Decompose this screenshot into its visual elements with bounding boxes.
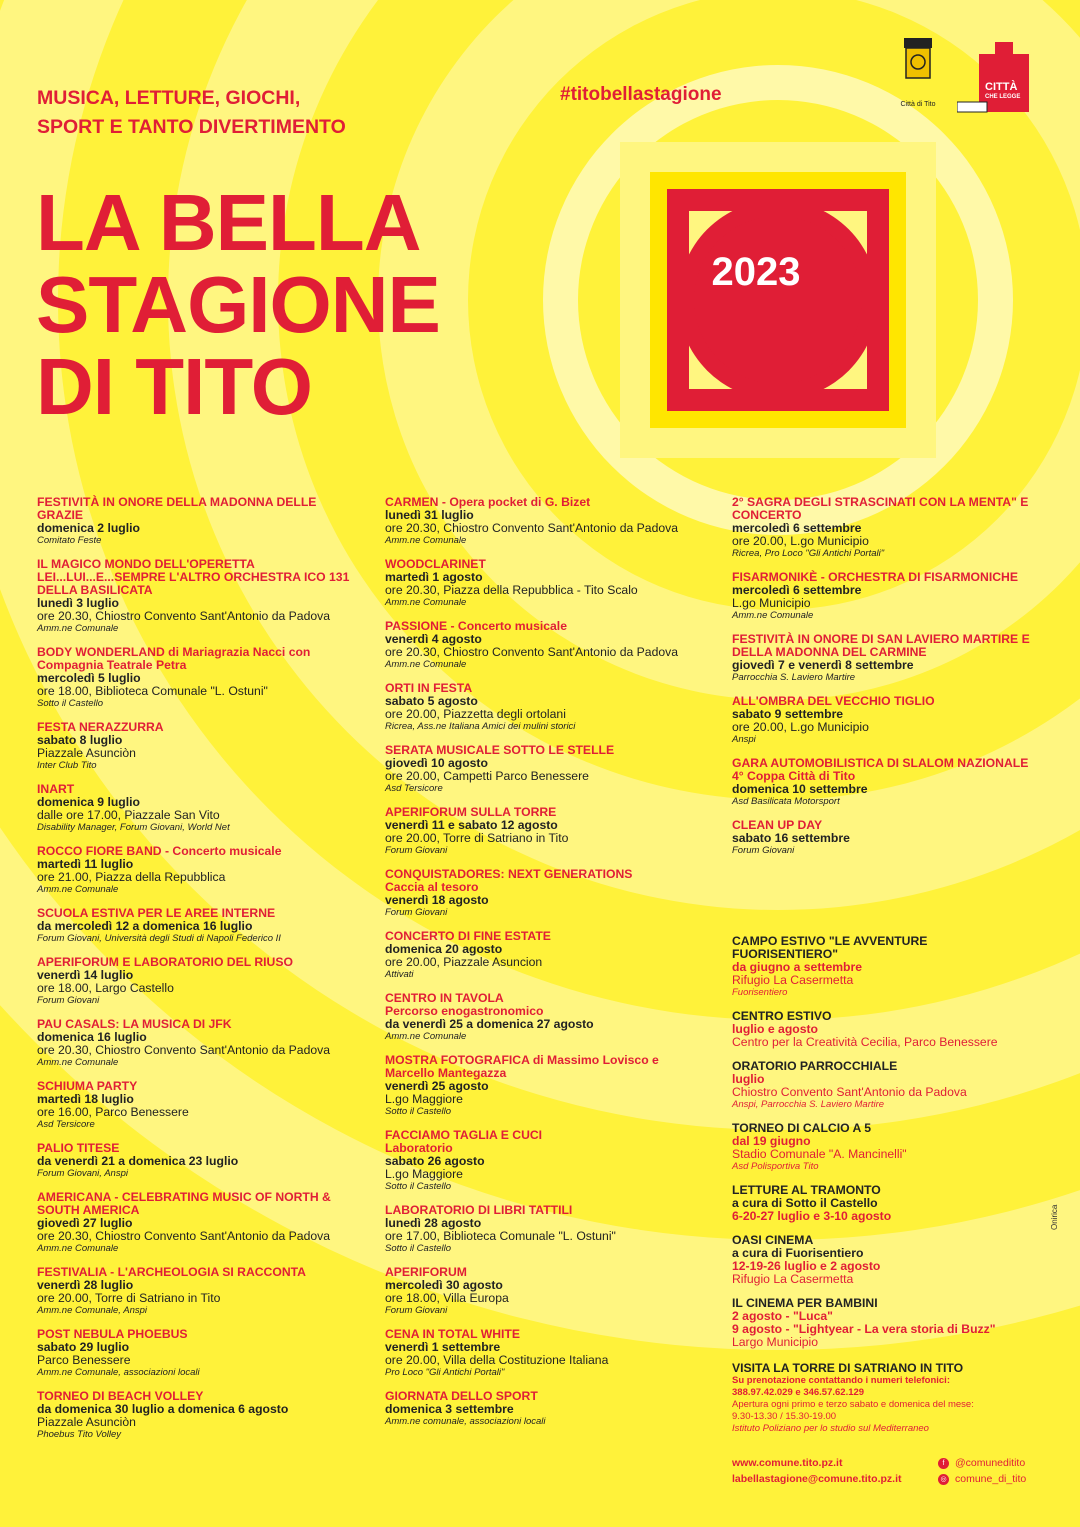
event-title-main: CENA IN TOTAL WHITE — [385, 1327, 520, 1341]
event-item — [37, 907, 357, 945]
season-place: Chiostro Convento Sant'Antonio da Padova — [732, 1085, 967, 1099]
event-date: lunedì 3 luglio — [37, 596, 119, 610]
title-line1: LA BELLA — [36, 178, 421, 267]
visit-tower — [732, 1362, 1032, 1435]
citta-che-legge-icon — [957, 36, 1037, 118]
event-organizer: Amm.ne comunale, associazioni locali — [385, 1416, 546, 1427]
event-place: ore 20.30, Chiostro Convento Sant'Antonio da Padova — [385, 521, 678, 535]
visit-line1: Su prenotazione contattando i numeri telefonici: — [732, 1375, 950, 1386]
event-place: ore 20.00, Torre di Satriano in Tito — [385, 831, 569, 845]
season-item — [732, 1234, 1032, 1286]
event-organizer: Sotto il Castello — [385, 1106, 452, 1117]
event-date: da venerdì 25 a domenica 27 agosto — [385, 1017, 594, 1031]
event-title-main: FESTA NERAZZURRA — [37, 720, 164, 734]
visit-title: VISITA LA TORRE DI SATRIANO IN TITO — [732, 1361, 964, 1375]
season-item — [732, 1122, 1032, 1173]
event-item — [37, 1266, 357, 1317]
event-item — [385, 930, 705, 981]
event-item — [37, 1018, 357, 1069]
event-title-main: AMERICANA - CELEBRATING MUSIC OF NORTH & SOUTH AMERICA — [37, 1190, 331, 1217]
season-place: Stadio Comunale "A. Mancinelli" — [732, 1147, 907, 1161]
event-place: ore 20.30, Chiostro Convento Sant'Antonio da Padova — [37, 609, 330, 623]
event-place: ore 20.00, Torre di Satriano in Tito — [37, 1291, 221, 1305]
visit-phones: 388.97.42.029 e 346.57.62.129 — [732, 1387, 865, 1398]
season-title: TORNEO DI CALCIO A 5 — [732, 1121, 872, 1135]
event-date: sabato 16 settembre — [732, 831, 850, 845]
event-item — [37, 646, 357, 710]
event-date: da venerdì 21 a domenica 23 luglio — [37, 1154, 239, 1168]
event-title-main: GARA AUTOMOBILISTICA DI SLALOM NAZIONALE — [732, 756, 1029, 770]
season-place: Centro per la Creatività Cecilia, Parco Benessere — [732, 1035, 998, 1049]
event-title — [385, 1129, 705, 1155]
event-organizer: Forum Giovani — [385, 1305, 448, 1316]
event-item — [37, 956, 357, 1007]
season-title: CAMPO ESTIVO "LE AVVENTURE FUORISENTIERO" — [732, 934, 928, 961]
event-organizer: Inter Club Tito — [37, 760, 97, 771]
event-place: ore 18.00, Biblioteca Comunale "L. Ostuni" — [37, 684, 268, 698]
event-title-main: FISARMONIKÈ - ORCHESTRA DI FISARMONICHE — [732, 570, 1018, 584]
event-title-main: CONCERTO DI FINE ESTATE — [385, 929, 551, 943]
event-title-extra: - Concerto musicale — [161, 844, 282, 858]
event-date: da domenica 30 luglio a domenica 6 agosto — [37, 1402, 289, 1416]
event-item — [385, 1054, 705, 1118]
event-title-main: ROCCO FIORE BAND — [37, 844, 162, 858]
event-title — [37, 496, 357, 522]
season-title: OASI CINEMA — [732, 1233, 814, 1247]
event-place: ore 21.00, Piazza della Repubblica — [37, 870, 226, 884]
event-item — [385, 1390, 705, 1428]
event-item — [37, 1080, 357, 1131]
event-date: sabato 5 agosto — [385, 694, 478, 708]
event-organizer: Comitato Feste — [37, 535, 102, 546]
event-item — [385, 620, 705, 671]
season-item — [732, 1010, 1032, 1049]
event-date: giovedì 10 agosto — [385, 756, 488, 770]
event-date: venerdì 1 settembre — [385, 1340, 501, 1354]
facebook-link[interactable] — [938, 1455, 1026, 1471]
event-organizer: Amm.ne Comunale — [732, 610, 814, 621]
event-organizer: Amm.ne Comunale — [385, 535, 467, 546]
coat-of-arms-icon — [898, 36, 938, 94]
event-title-main: IL MAGICO MONDO DELL'OPERETTA LEI...LUI...E...SEMPRE L'ALTRO ORCHESTRA ICO 131 DELLA BASILICATA — [37, 557, 350, 597]
event-organizer: Sotto il Castello — [385, 1243, 452, 1254]
event-date: venerdì 18 agosto — [385, 893, 489, 907]
season-organizer: Anspi, Parrocchia S. Laviero Martire — [732, 1099, 885, 1110]
event-item — [385, 806, 705, 857]
event-organizer: Amm.ne Comunale — [385, 597, 467, 608]
facebook-handle: @comuneditito — [955, 1457, 1026, 1469]
citta-che-legge-logo — [957, 36, 1037, 123]
event-item — [37, 1328, 357, 1379]
event-title — [37, 1191, 357, 1217]
comune-logo — [893, 36, 943, 108]
event-date: mercoledì 30 agosto — [385, 1278, 503, 1292]
event-place: Piazzale Asunciòn — [37, 1415, 136, 1429]
event-title-main: TORNEO DI BEACH VOLLEY — [37, 1389, 204, 1403]
event-date: lunedì 31 luglio — [385, 508, 474, 522]
tagline-line1: MUSICA, LETTURE, GIOCHI, — [37, 87, 301, 109]
event-date: da mercoledì 12 a domenica 16 luglio — [37, 919, 253, 933]
event-title-extra: - Opera pocket di G. Bizet — [438, 495, 591, 509]
event-title-extra: di Mariagrazia Nacci con Compagnia Teatrale Petra — [37, 645, 311, 672]
title-line3: DI TITO — [36, 342, 312, 431]
event-organizer: Amm.ne Comunale, associazioni locali — [37, 1367, 200, 1378]
season-dates: 12-19-26 luglio e 2 agosto — [732, 1259, 881, 1273]
event-date: domenica 9 luglio — [37, 795, 140, 809]
event-organizer: Phoebus Tito Volley — [37, 1429, 122, 1440]
event-title-main: FESTIVALIA - L'ARCHEOLOGIA SI RACCONTA — [37, 1265, 306, 1279]
email-link[interactable]: labellastagione@comune.tito.pz.it — [732, 1473, 902, 1485]
event-organizer: Ricrea, Pro Loco "Gli Antichi Portali" — [732, 548, 885, 559]
season-item — [732, 1184, 1032, 1223]
season-curator: a cura di Sotto il Castello — [732, 1196, 878, 1210]
event-organizer: Asd Tersicore — [385, 783, 443, 794]
event-date: domenica 10 settembre — [732, 782, 868, 796]
event-date: sabato 29 luglio — [37, 1340, 130, 1354]
event-date: sabato 9 settembre — [732, 707, 844, 721]
instagram-handle: comune_di_tito — [955, 1473, 1027, 1485]
event-place: ore 20.30, Piazza della Repubblica - Tito Scalo — [385, 583, 638, 597]
season-item — [732, 1297, 1032, 1349]
event-organizer: Anspi — [732, 734, 756, 745]
event-title-main: BODY WONDERLAND — [37, 645, 165, 659]
event-title-main: ALL'OMBRA DEL VECCHIO TIGLIO — [732, 694, 935, 708]
event-title-main: FACCIAMO TAGLIA E CUCI — [385, 1128, 543, 1142]
event-item — [385, 682, 705, 733]
event-title — [732, 757, 1052, 783]
event-title-main: WOODCLARINET — [385, 557, 486, 571]
season-dates: 6-20-27 luglio e 3-10 agosto — [732, 1209, 892, 1223]
season-organizer: Asd Polisportiva Tito — [732, 1161, 819, 1172]
event-date: domenica 20 agosto — [385, 942, 503, 956]
event-item — [37, 1191, 357, 1255]
event-place: L.go Municipio — [732, 596, 811, 610]
season-title: ORATORIO PARROCCHIALE — [732, 1059, 898, 1073]
event-place: ore 20.00, L.go Municipio — [732, 534, 869, 548]
event-item — [385, 558, 705, 609]
season-dates: luglio — [732, 1072, 765, 1086]
event-date: domenica 2 luglio — [37, 521, 140, 535]
event-place: ore 20.00, Piazzetta degli ortolani — [385, 707, 566, 721]
event-date: venerdì 4 agosto — [385, 632, 482, 646]
event-organizer: Forum Giovani — [732, 845, 795, 856]
event-item — [385, 992, 705, 1043]
season-dates: da giugno a settembre — [732, 960, 863, 974]
event-organizer: Sotto il Castello — [385, 1181, 452, 1192]
event-place: L.go Maggiore — [385, 1092, 463, 1106]
title-line2: STAGIONE — [36, 260, 440, 349]
event-date: domenica 3 settembre — [385, 1402, 514, 1416]
event-organizer: Parrocchia S. Laviero Martire — [732, 672, 856, 683]
event-item — [385, 1266, 705, 1317]
event-item — [37, 496, 357, 547]
tagline-line2: SPORT E TANTO DIVERTIMENTO — [37, 116, 346, 138]
event-date: venerdì 25 agosto — [385, 1079, 489, 1093]
event-place: ore 20.00, Campetti Parco Benessere — [385, 769, 589, 783]
season-place: Rifugio La Casermetta — [732, 973, 854, 987]
visit-hours: 9.30-13.30 / 15.30-19.00 — [732, 1411, 837, 1422]
event-title — [385, 1054, 705, 1080]
event-item — [37, 721, 357, 772]
year-badge: 2023 — [711, 250, 801, 294]
event-title-extra: Laboratorio — [385, 1141, 453, 1155]
event-item — [37, 1390, 357, 1441]
event-title-main: CLEAN UP DAY — [732, 818, 823, 832]
event-title — [732, 633, 1052, 659]
event-date: mercoledì 5 luglio — [37, 671, 141, 685]
event-item — [385, 1129, 705, 1193]
event-title-main: INART — [37, 782, 75, 796]
tagline — [37, 84, 346, 142]
event-item — [385, 1328, 705, 1379]
event-title-main: SCHIUMA PARTY — [37, 1079, 138, 1093]
event-item — [385, 1204, 705, 1255]
event-title-main: APERIFORUM SULLA TORRE — [385, 805, 557, 819]
event-organizer: Amm.ne Comunale — [385, 1031, 467, 1042]
season-place: Rifugio La Casermetta — [732, 1272, 854, 1286]
events-column-july — [37, 496, 357, 1452]
event-date: mercoledì 6 settembre — [732, 521, 862, 535]
season-dates: dal 19 giugno — [732, 1134, 811, 1148]
instagram-link[interactable] — [938, 1471, 1026, 1487]
season-dates: 2 agosto - "Luca" — [732, 1309, 833, 1323]
event-title-main: CARMEN — [385, 495, 439, 509]
event-place: ore 20.30, Chiostro Convento Sant'Antonio da Padova — [37, 1043, 330, 1057]
event-place: ore 17.00, Biblioteca Comunale "L. Ostuni" — [385, 1229, 616, 1243]
event-organizer: Amm.ne Comunale — [385, 659, 467, 670]
event-title — [37, 646, 357, 672]
event-title-main: GIORNATA DELLO SPORT — [385, 1389, 538, 1403]
event-date: venerdì 14 luglio — [37, 968, 134, 982]
event-item — [385, 744, 705, 795]
event-date: giovedì 7 e venerdì 8 settembre — [732, 658, 914, 672]
event-organizer: Forum Giovani — [37, 995, 100, 1006]
che-legge-label: CHE LEGGE — [985, 94, 1021, 100]
website-link[interactable]: www.comune.tito.pz.it — [732, 1457, 843, 1469]
event-title-main: CONQUISTADORES: NEXT GENERATIONS — [385, 867, 633, 881]
event-title-main: ORTI IN FESTA — [385, 681, 473, 695]
event-title — [37, 558, 357, 597]
event-item — [385, 868, 705, 919]
comune-caption: Città di Tito — [900, 101, 936, 108]
event-title-main: PALIO TITESE — [37, 1141, 120, 1155]
credit: Onirica — [1050, 1204, 1059, 1230]
event-title-main: FESTIVITÀ IN ONORE DI SAN LAVIERO MARTIRE E DELLA MADONNA DEL CARMINE — [732, 632, 1030, 659]
event-date: venerdì 11 e sabato 12 agosto — [385, 818, 558, 832]
season-place: Largo Municipio — [732, 1335, 819, 1349]
event-date: domenica 16 luglio — [37, 1030, 147, 1044]
season-title: IL CINEMA PER BAMBINI — [732, 1296, 878, 1310]
event-title-extra: 4° Coppa Città di Tito — [732, 769, 856, 783]
event-organizer: Ricrea, Ass.ne Italiana Amici dei mulini storici — [385, 721, 576, 732]
event-item — [385, 496, 705, 547]
event-organizer: Forum Giovani — [385, 845, 448, 856]
event-title-main: 2° SAGRA DEGLI STRASCINATI CON LA MENTA" E CONCERTO — [732, 495, 1029, 522]
event-organizer: Sotto il Castello — [37, 698, 104, 709]
event-organizer: Amm.ne Comunale — [37, 623, 119, 634]
events-column-september — [732, 496, 1052, 868]
event-title-main: SCUOLA ESTIVA PER LE AREE INTERNE — [37, 906, 276, 920]
event-place: ore 20.00, L.go Municipio — [732, 720, 869, 734]
event-title-extra: - Concerto musicale — [447, 619, 567, 633]
event-title-main: PAU CASALS: LA MUSICA DI JFK — [37, 1017, 232, 1031]
event-place: ore 20.30, Chiostro Convento Sant'Antonio da Padova — [37, 1229, 330, 1243]
season-item — [732, 1060, 1032, 1111]
event-place: Piazzale Asunciòn — [37, 746, 136, 760]
season-dates-2: 9 agosto - "Lightyear - La vera storia di Buzz" — [732, 1322, 996, 1336]
page-title — [36, 178, 440, 431]
events-column-august — [385, 496, 705, 1439]
event-title-extra: Percorso enogastronomico — [385, 1004, 544, 1018]
event-item — [732, 571, 1052, 622]
event-organizer: Forum Giovani, Università degli Studi di Napoli Federico II — [37, 933, 281, 944]
event-organizer: Amm.ne Comunale — [37, 884, 119, 895]
event-title — [732, 496, 1052, 522]
event-date: venerdì 28 luglio — [37, 1278, 134, 1292]
event-title — [385, 868, 705, 894]
event-place: ore 20.30, Chiostro Convento Sant'Antonio da Padova — [385, 645, 678, 659]
event-organizer: Disability Manager, Forum Giovani, World Net — [37, 822, 230, 833]
event-title-main: FESTIVITÀ IN ONORE DELLA MADONNA DELLE GRAZIE — [37, 495, 317, 522]
event-date: sabato 26 agosto — [385, 1154, 485, 1168]
season-dates: luglio e agosto — [732, 1022, 818, 1036]
visit-line3: Apertura ogni primo e terzo sabato e domenica del mese: — [732, 1399, 974, 1410]
events-column-season — [732, 935, 1032, 1360]
event-title-main: PASSIONE — [385, 619, 448, 633]
visit-institute: Istituto Poliziano per lo studio sul Mediterraneo — [732, 1423, 929, 1434]
season-title: LETTURE AL TRAMONTO — [732, 1183, 881, 1197]
event-date: mercoledì 6 settembre — [732, 583, 862, 597]
season-organizer: Fuorisentiero — [732, 987, 788, 998]
event-title — [385, 992, 705, 1018]
event-title-main: APERIFORUM E LABORATORIO DEL RIUSO — [37, 955, 293, 969]
event-date: martedì 18 luglio — [37, 1092, 134, 1106]
event-organizer: Asd Basilicata Motorsport — [732, 796, 840, 807]
event-date: martedì 1 agosto — [385, 570, 483, 584]
season-title: CENTRO ESTIVO — [732, 1009, 832, 1023]
event-item — [732, 633, 1052, 684]
event-place: L.go Maggiore — [385, 1167, 463, 1181]
event-date: lunedì 28 agosto — [385, 1216, 482, 1230]
season-curator: a cura di Fuorisentiero — [732, 1246, 864, 1260]
event-place: ore 18.00, Largo Castello — [37, 981, 174, 995]
event-place: ore 20.00, Villa della Costituzione Italiana — [385, 1353, 609, 1367]
event-title-extra: di Massimo Lovisco e Marcello Mantegazza — [385, 1053, 659, 1080]
event-item — [732, 819, 1052, 857]
event-place: dalle ore 17.00, Piazzale San Vito — [37, 808, 220, 822]
event-title-main: APERIFORUM — [385, 1265, 467, 1279]
event-place: ore 20.00, Piazzale Asuncion — [385, 955, 543, 969]
event-organizer: Amm.ne Comunale — [37, 1243, 119, 1254]
event-place: ore 16.00, Parco Benessere — [37, 1105, 189, 1119]
event-item — [37, 1142, 357, 1180]
event-item — [37, 845, 357, 896]
event-organizer: Amm.ne Comunale, Anspi — [37, 1305, 148, 1316]
event-title-main: MOSTRA FOTOGRAFICA — [385, 1053, 530, 1067]
event-organizer: Forum Giovani — [385, 907, 448, 918]
event-organizer: Forum Giovani, Anspi — [37, 1168, 128, 1179]
event-item — [732, 496, 1052, 560]
social-links — [938, 1455, 1026, 1487]
event-date: martedì 11 luglio — [37, 857, 134, 871]
event-title-main: CENTRO IN TAVOLA — [385, 991, 504, 1005]
event-item — [37, 558, 357, 635]
event-title-main: SERATA MUSICALE SOTTO LE STELLE — [385, 743, 615, 757]
event-item — [732, 695, 1052, 746]
event-place: Parco Benessere — [37, 1353, 131, 1367]
hashtag: #titobellastagione — [560, 84, 722, 105]
instagram-icon: ◎ — [938, 1474, 949, 1485]
event-place: ore 18.00, Villa Europa — [385, 1291, 509, 1305]
event-date: giovedì 27 luglio — [37, 1216, 133, 1230]
event-item — [37, 783, 357, 834]
season-item — [732, 935, 1032, 999]
event-title-main: LABORATORIO DI LIBRI TATTILI — [385, 1203, 573, 1217]
event-item — [732, 757, 1052, 808]
contacts — [732, 1455, 902, 1487]
event-organizer: Amm.ne Comunale — [37, 1057, 119, 1068]
event-date: sabato 8 luglio — [37, 733, 123, 747]
event-organizer: Attivati — [385, 969, 414, 980]
event-title-main: POST NEBULA PHOEBUS — [37, 1327, 188, 1341]
citta-label: CITTÀ — [985, 81, 1018, 93]
event-title-extra: Caccia al tesoro — [385, 880, 479, 894]
event-organizer: Asd Tersicore — [37, 1119, 95, 1130]
event-organizer: Pro Loco "Gli Antichi Portali" — [385, 1367, 505, 1378]
facebook-icon: f — [938, 1458, 949, 1469]
